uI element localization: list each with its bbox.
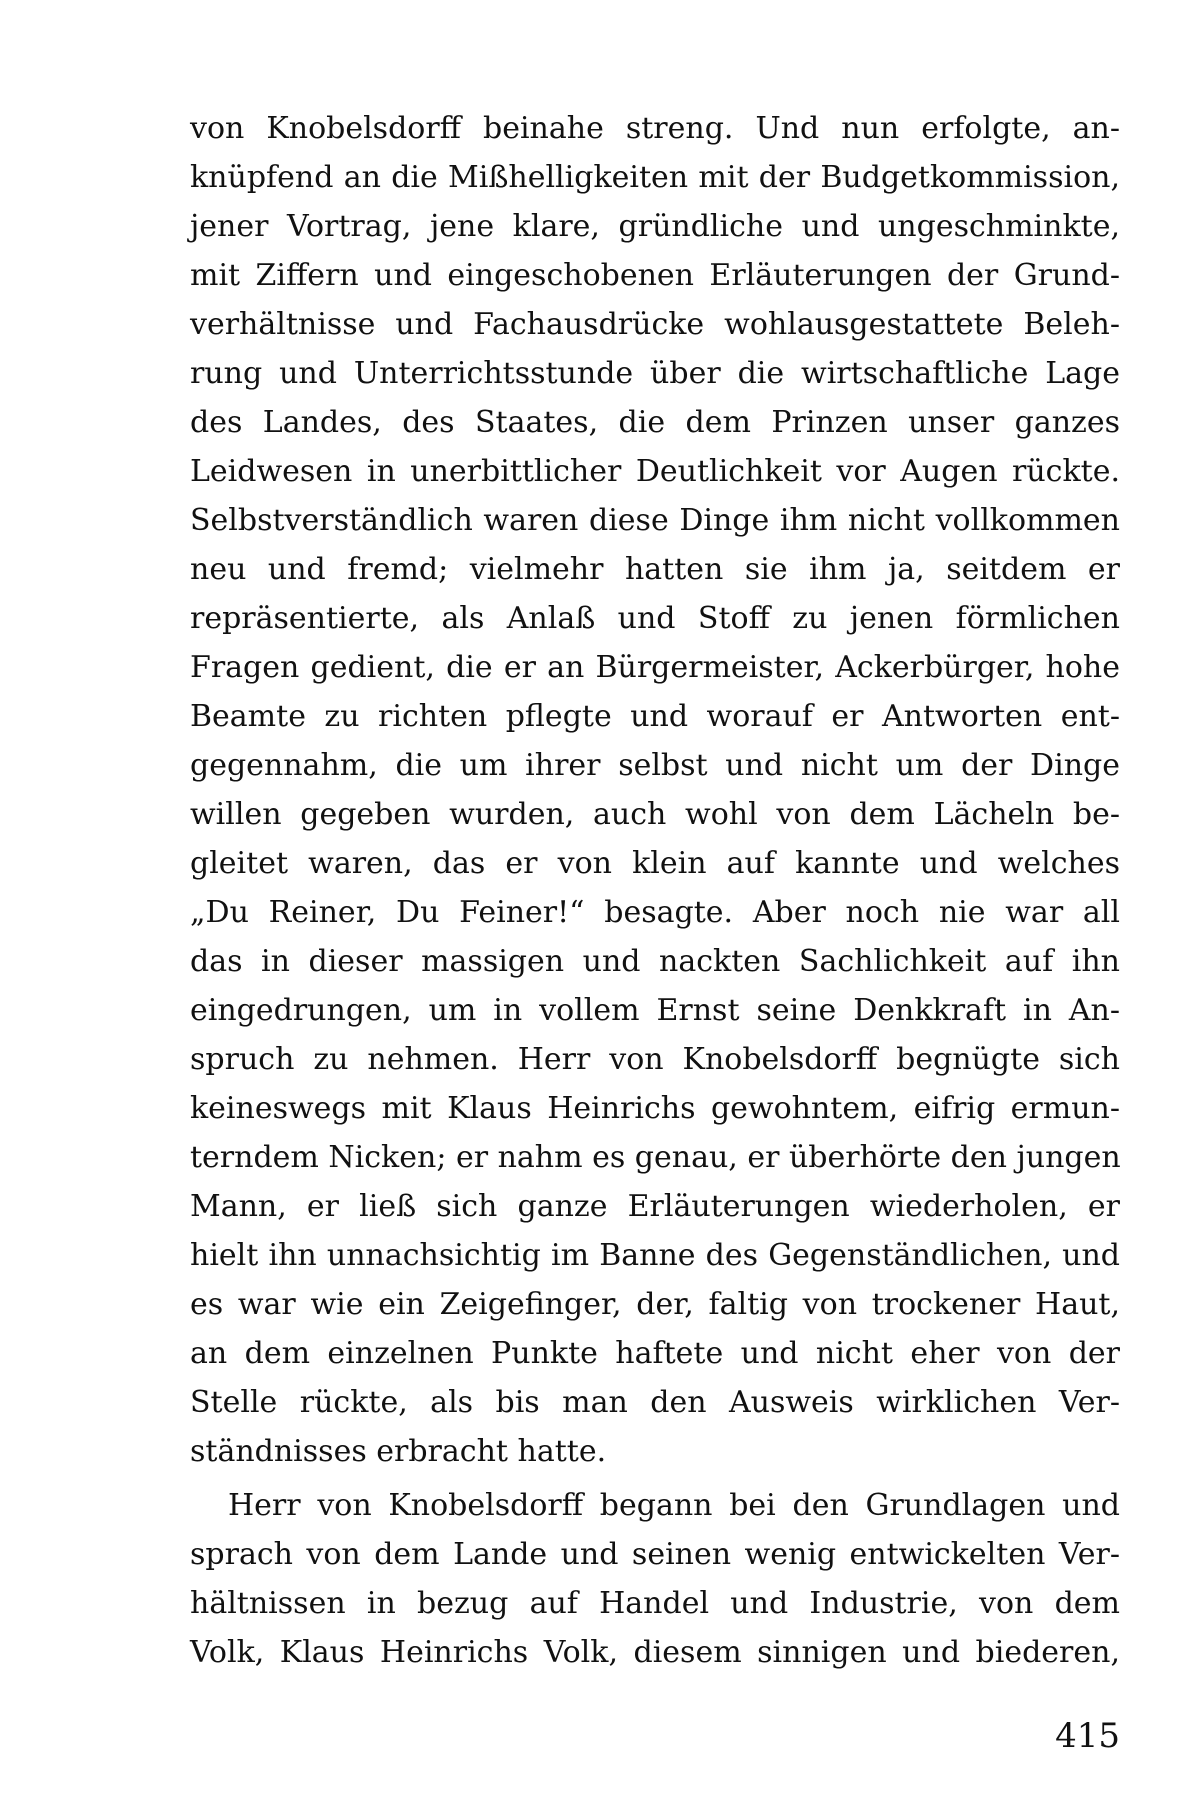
text-line: „Du Reiner, Du Feiner!“ besagte. Aber noch nie war all — [190, 895, 1120, 930]
text-line: mit Ziffern und eingeschobenen Erläuterungen der Grund- — [190, 258, 1120, 293]
text-line: von Knobelsdorff beinahe streng. Und nun erfolgte, an- — [190, 111, 1120, 146]
text-line: repräsentierte, als Anlaß und Stoff zu jenen förmlichen — [190, 601, 1120, 636]
text-line: Leidwesen in unerbittlicher Deutlichkeit vor Augen rückte. — [190, 454, 1120, 489]
text-line: Selbstverständlich waren diese Dinge ihm nicht vollkommen — [190, 503, 1120, 538]
text-line: willen gegeben wurden, auch wohl von dem Lächeln be- — [190, 797, 1120, 832]
text-line: rung und Unterrichtsstunde über die wirtschaftliche Lage — [190, 356, 1120, 391]
text-line: Volk, Klaus Heinrichs Volk, diesem sinnigen und biederen, — [190, 1635, 1120, 1670]
text-line: hielt ihn unnachsichtig im Banne des Gegenständlichen, und — [190, 1238, 1120, 1273]
text-line: es war wie ein Zeigefinger, der, faltig von trockener Haut, — [190, 1287, 1120, 1322]
text-line: sprach von dem Lande und seinen wenig entwickelten Ver- — [190, 1537, 1120, 1572]
text-line: hältnissen in bezug auf Handel und Industrie, von dem — [190, 1586, 1120, 1621]
page-number: 415 — [1055, 1716, 1120, 1756]
text-line: eingedrungen, um in vollem Ernst seine Denkkraft in An- — [190, 993, 1120, 1028]
text-line: Stelle rückte, als bis man den Ausweis wirklichen Ver- — [190, 1385, 1120, 1420]
text-line: des Landes, des Staates, die dem Prinzen unser ganzes — [190, 405, 1120, 440]
text-line: neu und fremd; vielmehr hatten sie ihm ja, seitdem er — [190, 552, 1120, 587]
text-line: verhältnisse und Fachausdrücke wohlausgestattete Beleh- — [190, 307, 1120, 342]
text-line: keineswegs mit Klaus Heinrichs gewohntem, eifrig ermun- — [190, 1091, 1120, 1126]
text-line: Fragen gedient, die er an Bürgermeister, Ackerbürger, hohe — [190, 650, 1120, 685]
text-line: terndem Nicken; er nahm es genau, er überhörte den jungen — [190, 1140, 1121, 1175]
text-line: gegennahm, die um ihrer selbst und nicht um der Dinge — [190, 748, 1120, 783]
text-line: knüpfend an die Mißhelligkeiten mit der Budgetkommission, — [190, 160, 1120, 195]
paragraph-end-line: ständnisses erbracht hatte. — [190, 1434, 607, 1469]
paragraph-start-line: Herr von Knobelsdorff begann bei den Grundlagen und — [228, 1488, 1120, 1523]
text-line: jener Vortrag, jene klare, gründliche und ungeschminkte, — [190, 209, 1120, 244]
text-line: das in dieser massigen und nackten Sachlichkeit auf ihn — [190, 944, 1120, 979]
page-text — [190, 104, 1120, 1677]
text-line: Beamte zu richten pflegte und worauf er Antworten ent- — [190, 699, 1120, 734]
text-line: Mann, er ließ sich ganze Erläuterungen wiederholen, er — [190, 1189, 1120, 1224]
text-line: an dem einzelnen Punkte haftete und nicht eher von der — [190, 1336, 1120, 1371]
text-line: gleitet waren, das er von klein auf kannte und welches — [190, 846, 1120, 881]
text-line: spruch zu nehmen. Herr von Knobelsdorff begnügte sich — [190, 1042, 1120, 1077]
